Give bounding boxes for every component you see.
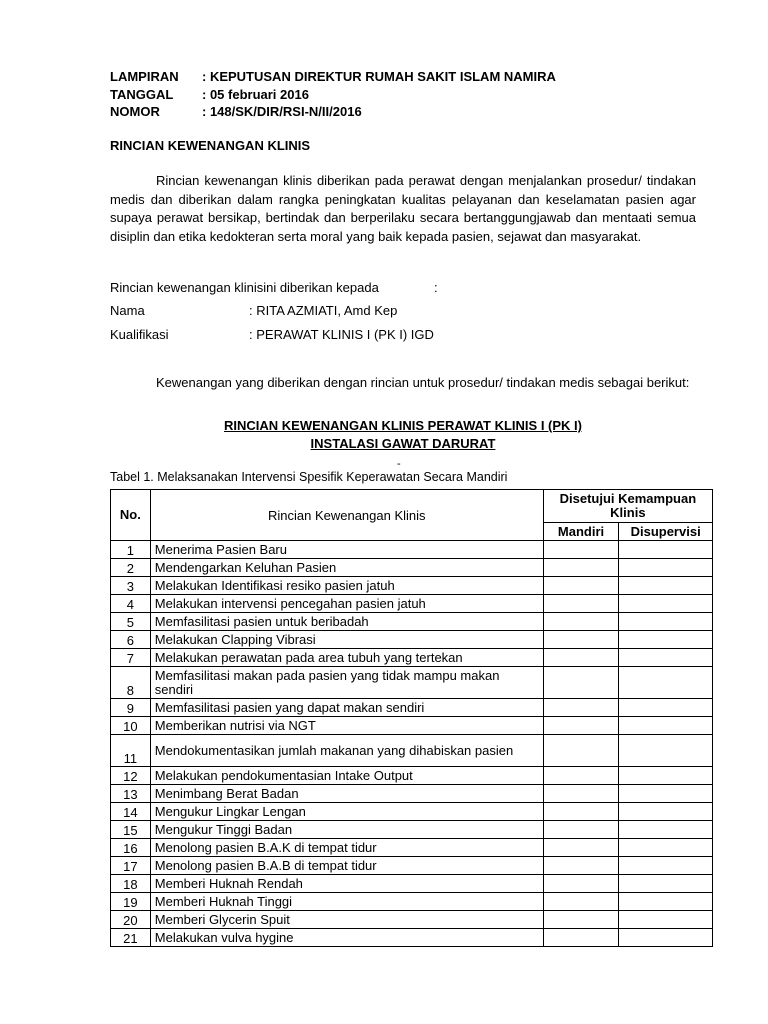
table-row (111, 559, 713, 577)
col-mandiri-header: Mandiri (543, 523, 619, 541)
disupervisi-cell[interactable] (619, 541, 713, 559)
row-description: Memfasilitasi pasien yang dapat makan sendiri (150, 699, 543, 717)
disupervisi-cell[interactable] (619, 649, 713, 667)
table-row (111, 911, 713, 929)
row-number: 7 (111, 649, 151, 667)
row-number: 6 (111, 631, 151, 649)
mandiri-cell[interactable] (543, 821, 619, 839)
disupervisi-cell[interactable] (619, 875, 713, 893)
disupervisi-cell[interactable] (619, 577, 713, 595)
row-description: Mengukur Tinggi Badan (150, 821, 543, 839)
row-number: 15 (111, 821, 151, 839)
disupervisi-cell[interactable] (619, 839, 713, 857)
authority-paragraph: Kewenangan yang diberikan dengan rincian untuk prosedur/ tindakan medis sebagai berikut: (156, 375, 690, 390)
mandiri-cell[interactable] (543, 559, 619, 577)
row-description: Melakukan intervensi pencegahan pasien jatuh (150, 595, 543, 613)
mandiri-cell[interactable] (543, 857, 619, 875)
center-title-2: INSTALASI GAWAT DARURAT (310, 436, 496, 451)
table-row (111, 699, 713, 717)
disupervisi-cell[interactable] (619, 857, 713, 875)
row-description: Mengukur Lingkar Lengan (150, 803, 543, 821)
row-number: 17 (111, 857, 151, 875)
row-number: 14 (111, 803, 151, 821)
tanggal-value: : 05 februari 2016 (202, 87, 309, 102)
nomor-value: : 148/SK/DIR/RSI-N/II/2016 (202, 104, 362, 119)
kualifikasi-label: Kualifikasi (110, 327, 169, 342)
mandiri-cell[interactable] (543, 577, 619, 595)
table-row (111, 735, 713, 767)
mandiri-cell[interactable] (543, 875, 619, 893)
given-to-label: Rincian kewenangan klinisini diberikan kepada (110, 280, 379, 295)
nama-value: : RITA AZMIATI, Amd Kep (249, 303, 398, 318)
disupervisi-cell[interactable] (619, 911, 713, 929)
row-description: Memfasilitasi makan pada pasien yang tidak mampu makan sendiri (150, 667, 543, 699)
row-description: Memfasilitasi pasien untuk beribadah (150, 613, 543, 631)
disupervisi-cell[interactable] (619, 631, 713, 649)
mandiri-cell[interactable] (543, 631, 619, 649)
disupervisi-cell[interactable] (619, 893, 713, 911)
row-number: 13 (111, 785, 151, 803)
col-disupervisi-header: Disupervisi (619, 523, 713, 541)
mandiri-cell[interactable] (543, 699, 619, 717)
row-description: Memberi Glycerin Spuit (150, 911, 543, 929)
tanggal-label: TANGGAL (110, 87, 174, 102)
row-description: Mendengarkan Keluhan Pasien (150, 559, 543, 577)
mandiri-cell[interactable] (543, 839, 619, 857)
disupervisi-cell[interactable] (619, 595, 713, 613)
mandiri-cell[interactable] (543, 911, 619, 929)
nama-label: Nama (110, 303, 145, 318)
mandiri-cell[interactable] (543, 717, 619, 735)
row-description: Melakukan pendokumentasian Intake Output (150, 767, 543, 785)
mandiri-cell[interactable] (543, 667, 619, 699)
mandiri-cell[interactable] (543, 735, 619, 767)
dash-mark: - (397, 458, 401, 470)
row-description: Menolong pasien B.A.K di tempat tidur (150, 839, 543, 857)
disupervisi-cell[interactable] (619, 699, 713, 717)
row-description: Menerima Pasien Baru (150, 541, 543, 559)
row-number: 3 (111, 577, 151, 595)
table-body (111, 541, 713, 947)
row-number: 18 (111, 875, 151, 893)
center-title-1: RINCIAN KEWENANGAN KLINIS PERAWAT KLINIS I (PK I) (224, 418, 582, 433)
mandiri-cell[interactable] (543, 785, 619, 803)
disupervisi-cell[interactable] (619, 785, 713, 803)
disupervisi-cell[interactable] (619, 717, 713, 735)
table-row (111, 667, 713, 699)
mandiri-cell[interactable] (543, 803, 619, 821)
table-row (111, 767, 713, 785)
row-number: 12 (111, 767, 151, 785)
row-description: Menimbang Berat Badan (150, 785, 543, 803)
row-number: 16 (111, 839, 151, 857)
table-row (111, 839, 713, 857)
table-row (111, 613, 713, 631)
given-to-colon: : (434, 280, 438, 295)
row-number: 20 (111, 911, 151, 929)
row-number: 9 (111, 699, 151, 717)
disupervisi-cell[interactable] (619, 559, 713, 577)
col-group-header: Disetujui Kemampuan Klinis (543, 490, 712, 523)
table-caption: Tabel 1. Melaksanakan Intervensi Spesifik Keperawatan Secara Mandiri (110, 470, 508, 484)
row-number: 1 (111, 541, 151, 559)
row-number: 19 (111, 893, 151, 911)
disupervisi-cell[interactable] (619, 821, 713, 839)
table-row (111, 857, 713, 875)
table-row (111, 893, 713, 911)
kualifikasi-value: : PERAWAT KLINIS I (PK I) IGD (249, 327, 434, 342)
col-desc-header: Rincian Kewenangan Klinis (150, 490, 543, 541)
row-number: 5 (111, 613, 151, 631)
mandiri-cell[interactable] (543, 767, 619, 785)
mandiri-cell[interactable] (543, 613, 619, 631)
disupervisi-cell[interactable] (619, 767, 713, 785)
mandiri-cell[interactable] (543, 595, 619, 613)
table-row (111, 631, 713, 649)
row-description: Memberi Huknah Tinggi (150, 893, 543, 911)
table-row (111, 785, 713, 803)
mandiri-cell[interactable] (543, 649, 619, 667)
row-description: Mendokumentasikan jumlah makanan yang dihabiskan pasien (150, 735, 543, 767)
table-row (111, 649, 713, 667)
nomor-label: NOMOR (110, 104, 160, 119)
row-number: 10 (111, 717, 151, 735)
col-no-header: No. (111, 490, 151, 541)
authority-table (110, 489, 713, 947)
row-number: 21 (111, 929, 151, 947)
table-row (111, 717, 713, 735)
disupervisi-cell[interactable] (619, 735, 713, 767)
table-row (111, 929, 713, 947)
lampiran-value: : KEPUTUSAN DIREKTUR RUMAH SAKIT ISLAM NAMIRA (202, 69, 556, 84)
disupervisi-cell[interactable] (619, 667, 713, 699)
row-description: Melakukan perawatan pada area tubuh yang tertekan (150, 649, 543, 667)
table-row (111, 595, 713, 613)
table-row (111, 821, 713, 839)
row-description: Melakukan Clapping Vibrasi (150, 631, 543, 649)
row-description: Memberikan nutrisi via NGT (150, 717, 543, 735)
table-row (111, 577, 713, 595)
table-row (111, 803, 713, 821)
intro-paragraph: Rincian kewenangan klinis diberikan pada perawat dengan menjalankan prosedur/ tindakan medis dan diberikan dalam rangka peningkatan kualitas pelayanan dan keselamatan pasien agar supaya perawat bersikap, bertindak dan berperilaku secara bertanggungjawab dan mentaati semua disiplin dan etika kedokteran serta moral yang baik kepada pasien, sejawat dan masyarakat. (110, 173, 696, 244)
row-description: Memberi Huknah Rendah (150, 875, 543, 893)
row-description: Menolong pasien B.A.B di tempat tidur (150, 857, 543, 875)
section-title: RINCIAN KEWENANGAN KLINIS (110, 138, 311, 153)
row-number: 4 (111, 595, 151, 613)
disupervisi-cell[interactable] (619, 803, 713, 821)
row-number: 8 (111, 667, 151, 699)
mandiri-cell[interactable] (543, 893, 619, 911)
disupervisi-cell[interactable] (619, 613, 713, 631)
table-row (111, 875, 713, 893)
row-number: 11 (111, 735, 151, 767)
row-description: Melakukan Identifikasi resiko pasien jatuh (150, 577, 543, 595)
row-description: Melakukan vulva hygine (150, 929, 543, 947)
mandiri-cell[interactable] (543, 929, 619, 947)
mandiri-cell[interactable] (543, 541, 619, 559)
table-row (111, 541, 713, 559)
lampiran-label: LAMPIRAN (110, 69, 179, 84)
disupervisi-cell[interactable] (619, 929, 713, 947)
row-number: 2 (111, 559, 151, 577)
